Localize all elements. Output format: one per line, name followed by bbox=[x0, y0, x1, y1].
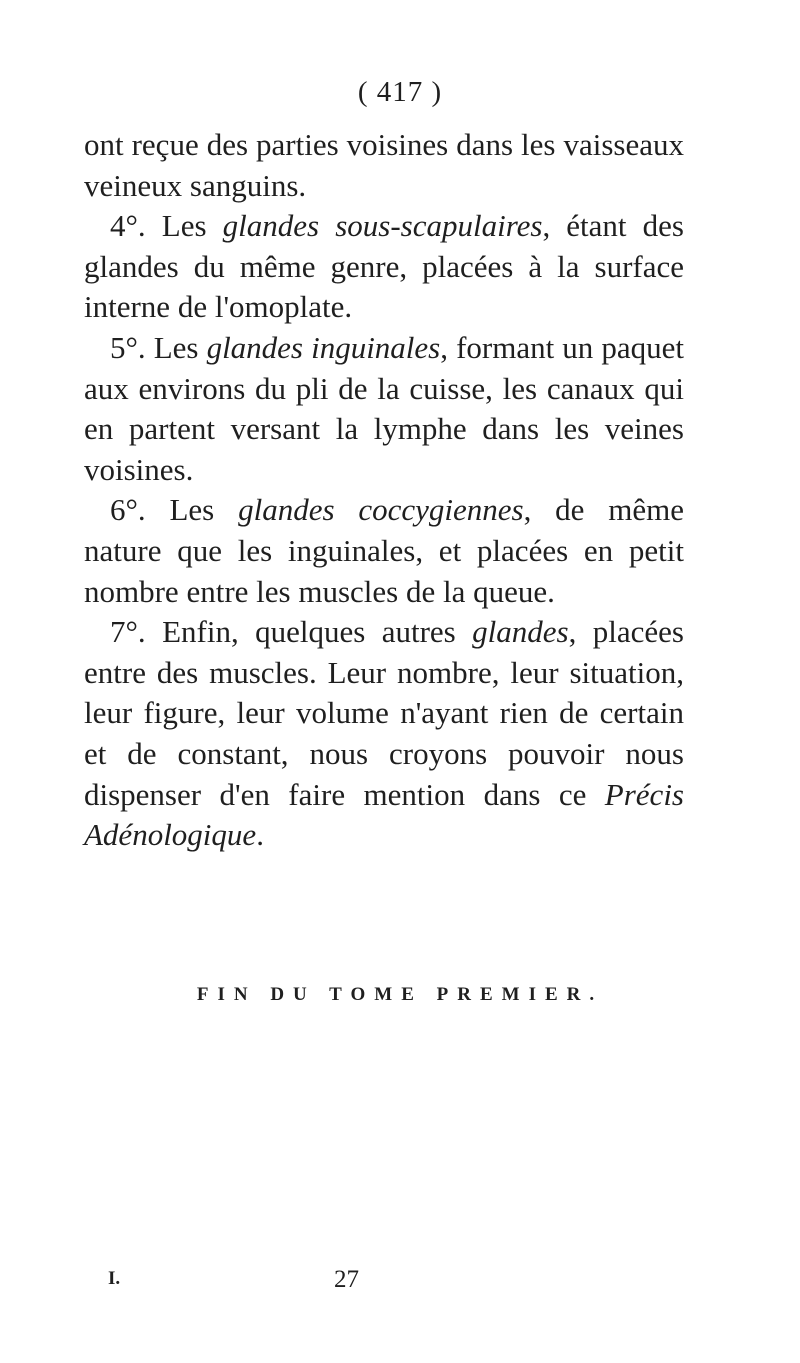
end-of-volume-line: FIN DU TOME PREMIER. bbox=[196, 984, 604, 1005]
page-number: ( 417 ) bbox=[357, 76, 443, 108]
italic-term: glandes coccygiennes bbox=[238, 492, 524, 528]
text-run: 7°. Enfin, quelques autres bbox=[110, 614, 473, 650]
italic-term: glandes sous-scapulaires bbox=[222, 208, 543, 244]
text-run: , de même nature que les inguinales, et placées en petit nombre entre les muscles de la queue. bbox=[84, 492, 684, 609]
paragraph-item-4 bbox=[84, 206, 684, 328]
paragraph-item-7 bbox=[84, 612, 684, 856]
text-run: , placées entre des muscles. Leur nombre, leur situation, leur figure, leur volume n'ayant rien de certain et de constant, nous croyons pouvoir nous dispenser d'en faire mention dans ce bbox=[84, 614, 684, 812]
text-run: 4°. Les bbox=[110, 208, 223, 244]
italic-term: glandes bbox=[472, 614, 569, 650]
text-run: , formant un paquet aux environs du pli de la cuisse, les canaux qui en partent versant la lymphe dans les veines voisines. bbox=[84, 329, 684, 487]
paragraph-item-6 bbox=[84, 490, 684, 612]
italic-term: Précis Adénologique bbox=[84, 776, 684, 853]
signature-mark: I. bbox=[108, 1268, 121, 1289]
italic-term: glandes inguinales bbox=[206, 329, 441, 365]
text-run: , étant des glandes du même genre, placées à la surface interne de l'omoplate. bbox=[84, 208, 684, 325]
text-run: 6°. Les bbox=[110, 492, 239, 528]
text-run: 5°. Les bbox=[110, 329, 207, 365]
paragraph-continuation bbox=[84, 125, 684, 206]
paragraph-item-5 bbox=[84, 328, 684, 490]
text-run: . bbox=[256, 817, 264, 853]
text-run: ont reçue des parties voisines dans les vaisseaux veineux sanguins. bbox=[84, 127, 684, 203]
signature-number: 27 bbox=[334, 1266, 359, 1293]
body-text bbox=[84, 125, 684, 856]
